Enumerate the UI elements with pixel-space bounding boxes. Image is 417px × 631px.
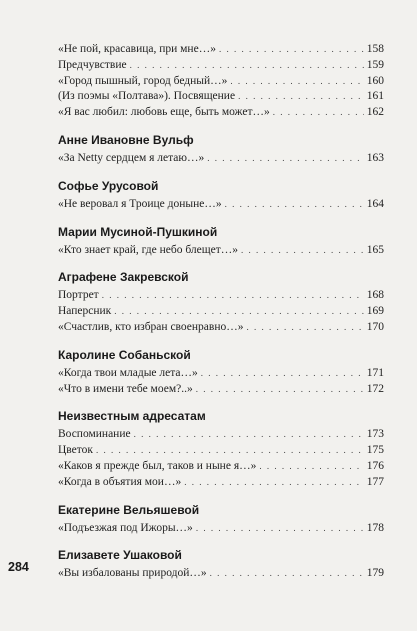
toc-entry <box>58 288 384 304</box>
toc-entry-list <box>58 42 384 121</box>
entry-title: «Не пой, красавица, при мне…» <box>58 43 216 55</box>
entry-page: 178 <box>366 521 384 534</box>
toc-entry <box>58 521 384 537</box>
entry-title: Наперсник <box>58 305 112 318</box>
toc-entry <box>58 42 384 58</box>
dot-leader <box>246 320 363 336</box>
toc-section <box>58 408 384 490</box>
toc-entry <box>58 320 384 336</box>
dot-leader <box>196 382 364 398</box>
section-heading: Неизвестным адресатам <box>58 409 206 424</box>
toc-entry <box>58 443 384 459</box>
dot-leader <box>259 459 363 475</box>
toc-section <box>58 547 384 582</box>
toc-section <box>58 269 384 335</box>
toc-section <box>58 502 384 537</box>
entry-title: Цветок <box>58 444 93 457</box>
entry-page: 164 <box>366 197 384 210</box>
entry-page: 162 <box>366 106 384 119</box>
section-heading: Елизавете Ушаковой <box>58 548 182 563</box>
toc-entry <box>58 475 384 491</box>
toc-entry <box>58 197 384 213</box>
toc-section <box>58 132 384 167</box>
entry-title: «Я вас любил: любовь еще, быть может…» <box>58 106 270 119</box>
dot-leader <box>134 427 364 443</box>
entry-page: 179 <box>366 567 384 580</box>
entry-page: 176 <box>366 459 384 472</box>
entry-title: «Когда в объятия мои…» <box>58 475 182 488</box>
dot-leader <box>210 566 364 582</box>
dot-leader <box>207 151 364 167</box>
dot-leader <box>201 366 364 382</box>
dot-leader <box>114 304 363 320</box>
dot-leader <box>230 74 363 90</box>
toc-entry <box>58 566 384 582</box>
entry-page: 177 <box>366 475 384 488</box>
toc-entry <box>58 366 384 382</box>
entry-page: 173 <box>366 428 384 441</box>
entry-title: Предчувствие <box>58 58 127 71</box>
dot-leader <box>184 475 364 491</box>
entry-page: 159 <box>366 58 384 71</box>
page-number: 284 <box>8 560 29 574</box>
toc-section <box>58 347 384 398</box>
dot-leader <box>102 288 364 304</box>
entry-title: «Что в имени тебе моем?..» <box>58 382 193 395</box>
entry-title: «Не веровал я Троице доныне…» <box>58 197 222 210</box>
toc-entry <box>58 304 384 320</box>
entry-title: «Каков я прежде был, таков и ныне я…» <box>58 459 257 472</box>
entry-page: 170 <box>366 320 384 333</box>
section-heading: Софье Урусовой <box>58 178 159 193</box>
dot-leader <box>273 105 364 121</box>
entry-page: 175 <box>366 444 384 457</box>
entry-title: «Вы избалованы природой…» <box>58 567 207 580</box>
section-heading: Анне Ивановне Вульф <box>58 132 194 147</box>
entry-page: 163 <box>366 151 384 164</box>
entry-page: 160 <box>366 74 384 87</box>
toc-entry <box>58 459 384 475</box>
table-of-contents <box>58 42 384 593</box>
entry-page: 161 <box>366 90 384 103</box>
toc-entry <box>58 58 384 74</box>
section-heading: Екатерине Вельяшевой <box>58 502 200 517</box>
toc-entry <box>58 89 384 105</box>
entry-title: Воспоминание <box>58 428 131 441</box>
dot-leader <box>196 521 364 537</box>
entry-page: 169 <box>366 305 384 318</box>
entry-title: «Подъезжая под Ижоры…» <box>58 521 193 534</box>
entry-title: «За Netty сердцем я летаю…» <box>58 151 205 164</box>
dot-leader <box>130 58 364 74</box>
entry-title: «Счастлив, кто избран своенравно…» <box>58 320 244 333</box>
dot-leader <box>96 443 364 459</box>
entry-page: 172 <box>366 382 384 395</box>
toc-section <box>58 42 384 121</box>
entry-page: 171 <box>366 366 384 379</box>
toc-entry <box>58 105 384 121</box>
toc-section <box>58 178 384 213</box>
toc-entry <box>58 151 384 167</box>
entry-title: «Город пышный, город бедный…» <box>58 74 228 87</box>
toc-section <box>58 224 384 259</box>
section-heading: Каролине Собаньской <box>58 347 191 362</box>
dot-leader <box>219 42 364 58</box>
entry-page: 158 <box>366 43 384 55</box>
entry-title: (Из поэмы «Полтава»). Посвящение <box>58 90 236 103</box>
entry-page: 168 <box>366 289 384 302</box>
toc-entry <box>58 427 384 443</box>
section-heading: Марии Мусиной-Пушкиной <box>58 224 218 239</box>
entry-page: 165 <box>366 243 384 256</box>
entry-title: «Когда твои младые лета…» <box>58 366 198 379</box>
dot-leader <box>238 89 364 105</box>
toc-entry <box>58 74 384 90</box>
dot-leader <box>241 243 364 259</box>
entry-title: «Кто знает край, где небо блещет…» <box>58 243 238 256</box>
entry-title: Портрет <box>58 289 99 302</box>
section-heading: Аграфене Закревской <box>58 270 189 285</box>
dot-leader <box>225 197 364 213</box>
toc-entry <box>58 382 384 398</box>
toc-entry <box>58 243 384 259</box>
